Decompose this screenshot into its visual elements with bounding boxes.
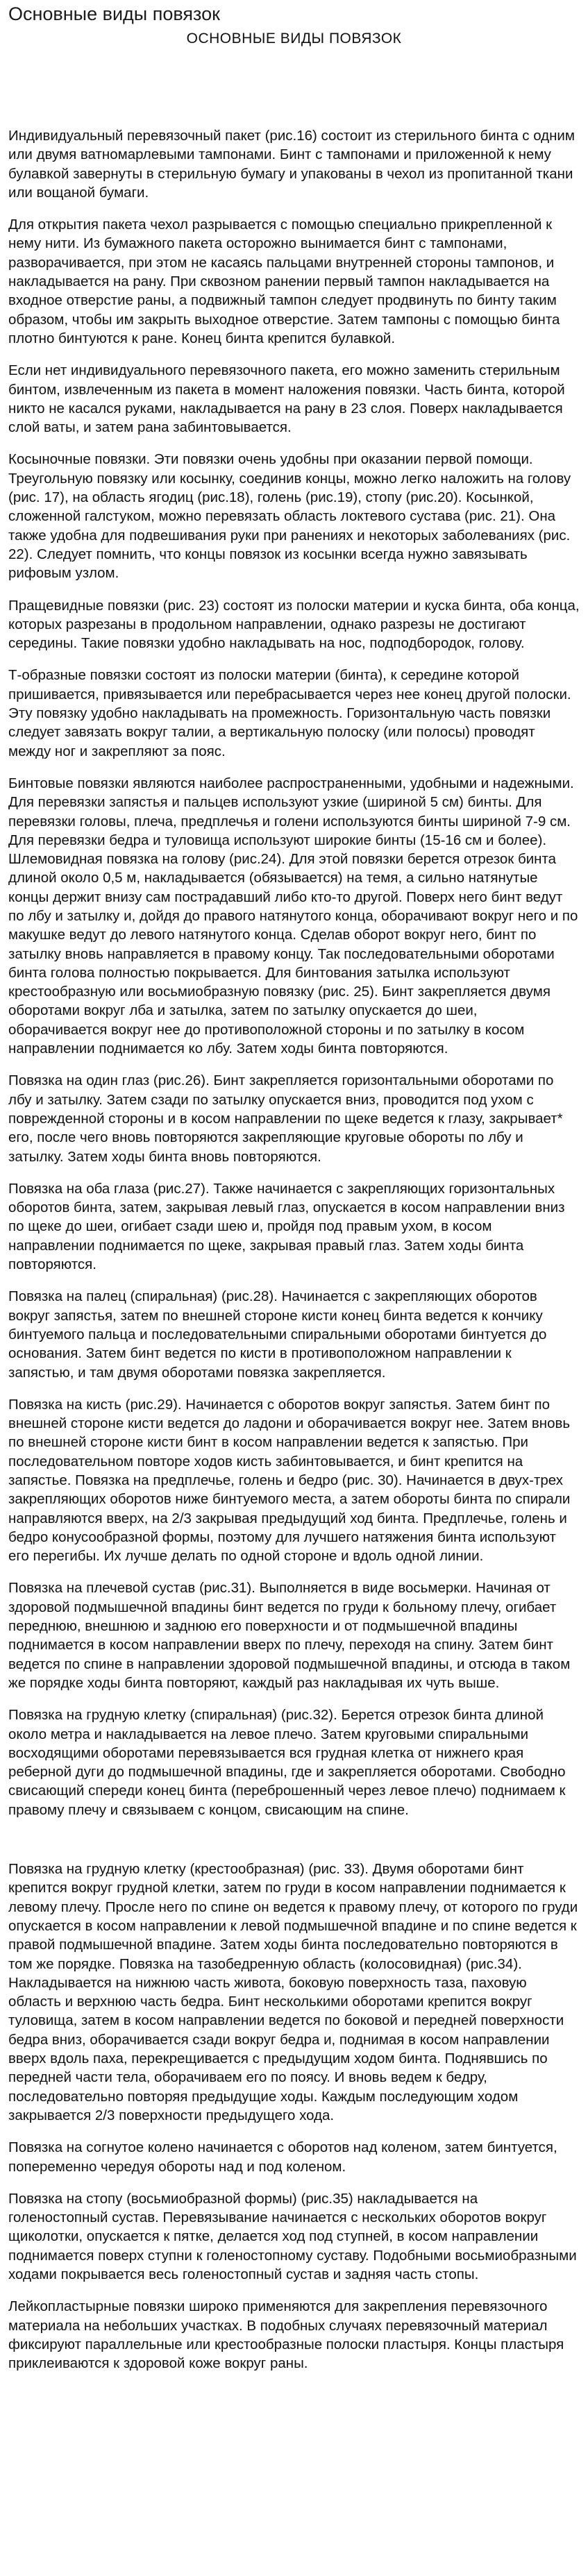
article-body bbox=[8, 126, 580, 2373]
paragraph-sling-bandages: Пращевидные повязки (рис. 23) состоят из полоски материи и куска бинта, оба конца, которых разрезаны в продольном направлении, однако разрезы не достигают середины. Такие повязки удобно накладывать на нос, подподбородок, голову. bbox=[8, 597, 580, 652]
paragraph-foot: Повязка на стопу (восьмиобразной формы) (рис.35) накладывается на голеностопный сустав. Перевязывание начинается с нескольких оборотов вокруг щиколотки, опускается к пятке, делается ход под ступней, в косом направлении поднимается поверх ступни к голеностопному суставу. Подобными восьмиобразными ходами покрывается весь голеностопный сустав и задняя часть стопы. bbox=[8, 2190, 577, 2282]
paragraph-opening-package: Для открытия пакета чехол разрывается с помощью специально прикрепленной к нему нити. Из бумажного пакета осторожно вынимается бинт с тампонами, разворачивается, при этом не касаясь пальцами внутренней стороны тампонов, и накладывается на рану. При сквозном ранении первый тампон накладывается на входное отверстие раны, а подвижный тампон следует продвинуть по бинту таким образом, чтобы им закрыть выходное отверстие. Затем тампоны с помощью бинта плотно бинтуются к ране. Конец бинта крепится булавкой. bbox=[8, 217, 560, 346]
paragraph-chest-cross: Повязка на грудную клетку (крестообразная) (рис. 33). Двумя оборотами бинт крепится вокруг грудной клетки, затем по груди в косом направлении поднимается к левому плечу. Просле него по спине он ведется к правому плечу, от которого по груди опускается в косом направлении к левой подмышечной впадине и по спине ведется к правой подмышечной впадине. Затем ходы бинта последовательно повторяются в том же порядке. Повязка на тазобедренную область (колосовидная) (рис.34). Накладывается на нижнюю часть живота, боковую поверхность таза, паховую область и верхнюю часть бедра. Бинт несколькими оборотами крепится вокруг туловища, затем в косом направлении ведется по боковой и передней поверхности бедра вниз, оборачивается сзади вокруг бедра и, поднимая в косом направлении вверх вдоль паха, перекрещивается с предыдущим ходом бинта. Поднявшись по передней части тела, оборачиваем его по поясу. И вновь ведем к бедру, последовательно повторяя предыдущие ходы. Каждым последующим ходом закрывается 2/3 поверхности предыдущего хода. bbox=[8, 1861, 578, 2123]
paragraph-kerchief-bandages: Косыночные повязки. Эти повязки очень удобны при оказании первой помощи. Треугольную повязку или косынку, соединив концы, можно легко наложить на голову (рис. 17), на область ягодиц (рис.18), голень (рис.19), стопу (рис.20). Косынкой, сложенной галстуком, можно перевязать область локтевого сустава (рис. 21). Она также удобна для подвешивания руки при ранениях и некоторых заболеваниях (рис. 22). Следует помнить, что концы повязок из косынки всегда нужно завязывать рифовым узлом. bbox=[8, 451, 571, 582]
paragraph-finger: Повязка на палец (спиральная) (рис.28). Начинается с закрепляющих оборотов вокруг запястья, затем по внешней стороне кисти конец бинта ведется к кончику бинтуемого пальца и последовательными спиральными оборотами бинтуется до основания. Затем бинт ведется по кисти в противоположном направлении к запястью, и там двумя оборотами повязка закрепляется. bbox=[8, 1288, 547, 1381]
paragraph-plaster: Лейкопластырные повязки широко применяются для закрепления перевязочного материала на небольших участках. В подобных случаях перевязочный материал фиксируют параллельные или крестообразные полоски пластыря. Концы пластыря приклеиваются к здоровой коже вокруг раны. bbox=[8, 2298, 564, 2372]
paragraph-one-eye: Повязка на один глаз (рис.26). Бинт закрепляется горизонтальными оборотами по лбу и затылку. Затем сзади по затылку опускается вниз, проводится под ухом с поврежденной стороны и в косом направлении по щеке ведется к глазу, закрывает* его, после чего вновь повторяются закрепляющие круговые обороты по лбу и затылку. Затем ходы бинта вновь повторяются. bbox=[8, 1072, 563, 1165]
paragraph-individual-package: Индивидуальный перевязочный пакет (рис.16) состоит из стерильного бинта с одним или двумя ватномарлевыми тампонами. Бинт с тампонами и приложенной к нему булавкой завернуты в стерильную бумагу и упакованы в чехол из пропитанной ткани или вощаной бумаги. bbox=[8, 128, 575, 201]
paragraph-both-eyes: Повязка на оба глаза (рис.27). Также начинается с закрепляющих горизонтальных оборотов бинта, затем, закрывая левый глаз, опускается в косом направлении вниз по щеке до шеи, огибает сзади шею и, пройдя под правым ухом, в косом направлении поднимается по щеке, закрывая правый глаз. Затем ходы бинта повторяются. bbox=[8, 1180, 565, 1273]
paragraph-no-package: Если нет индивидуального перевязочного пакета, его можно заменить стерильным бинтом, извлеченным из пакета в момент наложения повязки. Часть бинта, которой никто не касался руками, накладывается на рану в 23 слоя. Поверх накладывается слой ваты, и затем рана забинтовывается. bbox=[8, 362, 565, 436]
paragraph-chest-spiral: Повязка на грудную клетку (спиральная) (рис.32). Берется отрезок бинта длиной около метра и накладывается на левое плечо. Затем круговыми спиральными восходящими оборотами перевязывается вся грудная клетка от нижнего края реберной дуги до подмышечной впадины, где и закрепляется оборотами. Свободно свисающий спереди конец бинта (переброшенный через левое плечо) поднимаем к правому плечу и связываем с концом, свисающим на спине. bbox=[8, 1707, 566, 1818]
section-heading: ОСНОВНЫЕ ВИДЫ ПОВЯЗОК bbox=[186, 31, 402, 47]
paragraph-t-bandages: Т-образные повязки состоят из полоски материи (бинта), к середине которой пришивается, привязывается или перебрасывается через нее конец другой полоски. Эту повязку удобно накладывать на промежность. Горизонтальную часть повязки следует завязать вокруг талии, а вертикальную полоску (или полосы) проводят между ног и закрепляют за пояс. bbox=[8, 667, 571, 759]
paragraph-hand: Повязка на кисть (рис.29). Начинается с оборотов вокруг запястья. Затем бинт по внешней стороне кисти ведется до ладони и оборачивается вокруг нее. Затем вновь по внешней стороне кисти бинт в косом направлении ведется к запястью. При последовательном повторе ходов кисть забинтовывается, и бинт крепится на запястье. Повязка на предплечье, голень и бедро (рис. 30). Начинается в двух-трех закрепляющих оборотов ниже бинтуемого места, а затем обороты бинта по спирали направляются вверх, на 2/3 закрывая предыдущий ход бинта. Предплечье, голень и бедро конусообразной формы, поэтому для лучшего натяжения бинта используют его перегибы. Их лучше делать по одной стороне и вдоль одной линии. bbox=[8, 1396, 571, 1565]
paragraph-roller-bandages: Бинтовые повязки являются наиболее распространенными, удобными и надежными. Для перевязки запястья и пальцев используют узкие (шириной 5 см) бинты. Для перевязки головы, плеча, предплечья и голени используются бинты шириной 7-9 см. Для перевязки бедра и туловища используют широкие бинты (15-16 см и более). Шлемовидная повязка на голову (рис.24). Для этой повязки берется отрезок бинта длиной около 0,5 м, накладывается (обязывается) на темя, а сильно натянутые концы держит внизу сам пострадавший либо кто-то другой. Поверх него бинт ведут по лбу и затылку и, дойдя до правого натянутого конца, оборачивают вокруг него и по макушке ведут до левого натянутого конца. Сделав оборот вокруг него, бинт по затылку вновь направляется в правому концу. Так последовательными оборотами бинта голова полностью покрывается. Для бинтования затылка используют крестообразную или восьмиобразную повязку (рис. 25). Бинт закрепляется двумя оборотами вокруг лба и затылка, затем по затылку опускается до шеи, оборачивается вокруг нее до противоположной стороны и по затылку в косом направлении поднимается ко лбу. Затем ходы бинта повторяются. bbox=[8, 775, 578, 1057]
paragraph-knee: Повязка на согнутое колено начинается с оборотов над коленом, затем бинтуется, попеременно чередуя обороты над и под коленом. bbox=[8, 2139, 557, 2175]
spacer bbox=[8, 49, 580, 126]
paragraph-shoulder: Повязка на плечевой сустав (рис.31). Выполняется в виде восьмерки. Начиная от здоровой подмышечной впадины бинт ведется по груди к больному плечу, огибает переднюю, внешнюю и заднюю его поверхности и от подмышечной впадины поднимается в косом направлении вверх по плечу, переходя на спину. Затем бинт ведется по спине в направлении здоровой подмышечной впадины, и отсюда в таком же порядке ходы бинта повторяют, каждый раз накладывая их чуть выше. bbox=[8, 1580, 571, 1691]
page-title: Основные виды повязок bbox=[8, 3, 220, 24]
